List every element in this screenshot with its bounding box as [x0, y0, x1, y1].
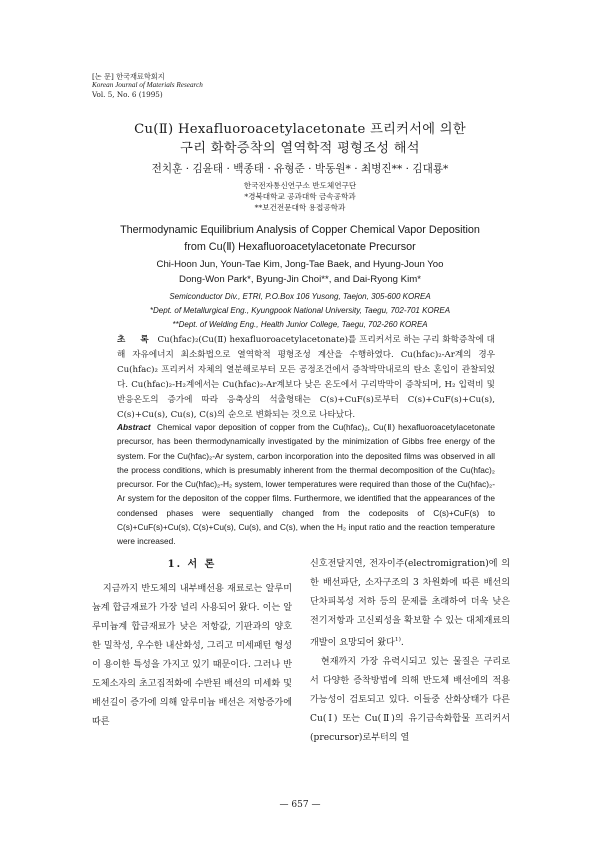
- abstract-ko: [117, 333, 495, 423]
- journal-name-ko: [논 문] 한국재료학회지: [92, 72, 165, 81]
- abstract-en-label: Abstract: [117, 422, 151, 432]
- affiliation-en: *Dept. of Metallurgical Eng., Kyungpook National University, Taegu, 702-701 KOREA: [149, 306, 451, 315]
- title-ko-line1: Cu(Ⅱ) Hexafluoroacetylacetonate 프리커서에 의한: [134, 122, 466, 137]
- affiliation-en: Semiconductor Div., ETRI, P.O.Box 106 Yusong, Taejon, 305-600 KOREA: [169, 292, 431, 301]
- body-text: 신호전달지연, 전자이주(electromigration)에 의한 배선파단, 소자구조의 3 차원화에 따른 배선의 단차피복성 저하 등의 문제를 초래하여 더욱 낮은 전기저항과 고신뢰성을 확보할 수 있는 대체재료의 개발이 요망되어 왔다: [310, 559, 510, 649]
- reference-marker[interactable]: 1): [394, 637, 401, 643]
- body-column-left: [92, 555, 292, 732]
- body-column-right: [310, 555, 510, 748]
- journal-volume: Vol. 5, No. 6 (1995): [92, 90, 163, 99]
- title-en-line1: Thermodynamic Equilibrium Analysis of Copper Chemical Vapor Deposition: [120, 224, 480, 236]
- journal-name-en: Korean Journal of Materials Research: [92, 81, 203, 89]
- abstract-ko-text: Cu(hfac)₂(Cu(Ⅱ) hexafluoroacetylacetonate)를 프리커서로 하는 구리 화학증착에 대해 자유에너지 최소화법으로 열역학적 평형조성 계산을 수행하였다. Cu(hfac)₂-Ar계의 경우 Cu(hfac)₂ 프리커서 자체의 열분해로부터 모든 공정조건에서 증착박막내로의 탄소 혼입이 관찰되었다. Cu(hfac)₂-H₂계에서는 Cu(hfac)₂-Ar계보다 낮은 온도에서 구리박막이 증착되며, H₂ 입력비 및 반응온도의 증가에 따라 응축상의 석출형태는 C(s)+CuF(s)로부터 C(s)+CuF(s)+Cu(s), C(s)+Cu(s), Cu(s), C(s)의 순으로 변화되는 것으로 나타났다.: [117, 335, 495, 420]
- authors-en-line2: Dong-Won Park*, Byung-Jin Choi**, and Dai-Ryong Kim*: [179, 274, 421, 285]
- affiliations-ko: [0, 180, 600, 213]
- authors-ko: 전치훈 · 김윤태 · 백종태 · 유형준 · 박동원* · 최병진** · 김대룡*: [151, 163, 449, 175]
- journal-header: [92, 72, 203, 99]
- body-paragraph: 현재까지 가장 유력시되고 있는 물질은 구리로서 다양한 증착방법에 의해 반도체 배선에의 적용 가능성이 검토되고 있다. 이들중 산화상태가 다른 Cu(Ⅰ) 또는 Cu(Ⅱ)의 유기금속화합물 프리커서(precursor)로부터의 열: [310, 657, 510, 744]
- affiliations-en: [0, 290, 600, 332]
- body-paragraph: [310, 555, 510, 653]
- section-heading: 1. 서 론: [167, 559, 217, 570]
- affiliation-ko: **보건전문대학 용접공학과: [254, 203, 346, 212]
- authors-en: [0, 257, 600, 287]
- abstract-en-text: Chemical vapor deposition of copper from the Cu(hfac)₂, Cu(Ⅱ) hexafluoroacetylacetonate precursor, has been thermodynamically investigated by the minimization of Gibbs free energy of the system. For the Cu(hfac)₂-Ar system, carbon incorporation into the deposited films was observed in all the process conditions, which is presumably inherent from the thermal decomposition of the Cu(hfac)₂ precursor. For the Cu(hfac)₂-H₂ system, lower temperatures were required than those of the Cu(hfac)₂-Ar system for the depositon of the copper films. Furthermore, we identified that the appearances of the condensed phases were sequentially changed from the codeposits of C(s)+CuF(s) to C(s)+CuF(s)+Cu(s), C(s)+Cu(s), Cu(s), and C(s), when the H₂ input ratio and the reaction temperature were increased.: [117, 422, 495, 547]
- body-text: .: [400, 638, 404, 649]
- abstract-en: [117, 420, 495, 549]
- page-number: — 657 —: [279, 800, 321, 810]
- title-en-line2: from Cu(Ⅱ) Hexafluoroacetylacetonate Precursor: [184, 241, 416, 253]
- affiliation-en: **Dept. of Welding Eng., Health Junior College, Taegu, 702-260 KOREA: [172, 320, 428, 329]
- affiliation-ko: *경북대학교 공과대학 금속공학과: [244, 192, 356, 201]
- authors-en-line1: Chi-Hoon Jun, Youn-Tae Kim, Jong-Tae Baek, and Hyung-Joun Yoo: [156, 259, 444, 270]
- title-ko: [0, 120, 600, 158]
- title-ko-line2: 구리 화학증착의 열역학적 평형조성 해석: [180, 141, 420, 156]
- abstract-ko-label: 초 록: [117, 335, 155, 345]
- body-paragraph: 지금까지 반도체의 내부배선용 재료로는 알루미늄계 합금재료가 가장 널리 사용되어 왔다. 이는 알루미늄계 합금재료가 낮은 저항값, 기판과의 양호한 밀착성, 우수한 내산화성, 그리고 미세패턴 형성이 용이한 특성을 가지고 있기 때문이다. 그러나 반도체소자의 초고집적화에 수반된 배선의 미세화 및 배선길이 증가에 의해 알루미늄 배선은 저항증가에 따른: [92, 584, 292, 727]
- title-en: [0, 222, 600, 256]
- affiliation-ko: 한국전자통신연구소 반도체연구단: [243, 181, 357, 190]
